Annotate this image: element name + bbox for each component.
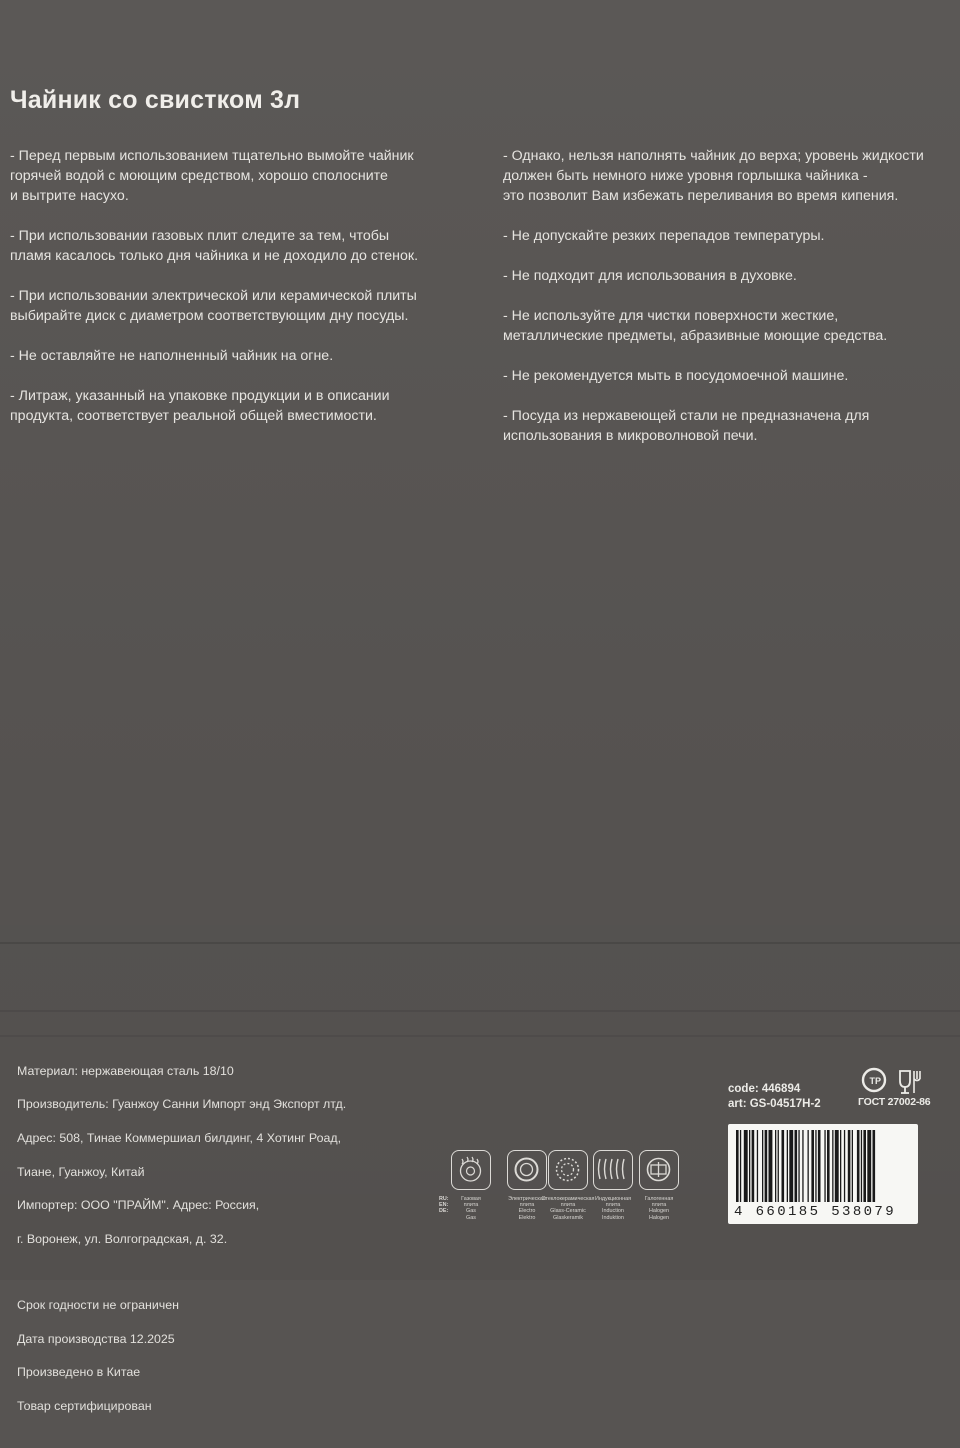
barcode [728,1124,918,1224]
instructions-right-column [503,146,953,466]
barcode-bar [775,1130,776,1202]
electric-stove-label: Электрическая плита Electro Elektro [508,1196,546,1221]
art-text: art: GS-04517H-2 [728,1098,821,1110]
instruction-paragraph: - Не используйте для чистки поверхности жесткие, металлические предметы, абразивные моющие средства. [503,308,888,344]
induction-label: Индукционная плита Induction Induktion [594,1196,632,1221]
barcode-bar [765,1130,768,1202]
halogen-label: Галогенная плита Halogen Halogen [644,1196,674,1221]
instruction-paragraph: - Не подходит для использования в духовке. [503,268,797,284]
food-safe-icon [900,1071,920,1093]
barcode-bar [798,1130,799,1202]
barcode-bar [749,1130,750,1202]
barcode-bar [744,1130,748,1202]
barcode-bar [782,1130,785,1202]
product-title: Чайник со свистком 3л [10,86,301,114]
origin-text: Произведено в Китае [17,1365,141,1380]
barcode-bar [852,1130,853,1202]
product-codes [728,1082,821,1112]
certified-text: Товар сертифицирован [17,1398,152,1413]
glass-ceramic-icon [548,1150,588,1190]
barcode-bar [757,1130,758,1202]
barcode-bar [769,1130,773,1202]
barcode-bar [752,1130,755,1202]
print-line [0,1010,960,1012]
barcode-bar [795,1130,798,1202]
instruction-paragraph: - Литраж, указанный на упаковке продукции и в описании продукта, соответствует реальной общей вместимости. [10,388,390,424]
print-line [0,1035,960,1037]
barcode-bar [740,1130,741,1202]
barcode-bar [815,1130,816,1202]
importer-text: Импортер: ООО "ПРАЙМ". Адрес: Россия, [17,1198,260,1213]
barcode-bars-icon [728,1124,918,1206]
barcode-bar [832,1130,833,1202]
gas-stove-icon [451,1150,491,1190]
production-date-text: Дата производства 12.2025 [17,1331,175,1346]
address-text: Тиане, Гуанжоу, Китай [17,1164,145,1179]
instruction-paragraph: - Не допускайте резких перепадов температуры. [503,228,825,244]
induction-icon [593,1150,633,1190]
instruction-paragraph: - Перед первым использованием тщательно вымойте чайник горячей водой с моющим средством, хорошо сполосните и вытрите насухо. [10,148,414,204]
material-text: Материал: нержавеющая сталь 18/10 [17,1063,234,1078]
code-text: code: 446894 [728,1083,801,1095]
instruction-paragraph: - Не рекомендуется мыть в посудомоечной машине. [503,368,849,384]
print-line [0,942,960,944]
product-info [17,1046,377,1448]
instructions-left-column [10,146,460,446]
barcode-bar [861,1130,862,1202]
barcode-bar [787,1130,788,1202]
language-codes: RU: EN: DE: [439,1196,449,1215]
barcode-bar [789,1130,793,1202]
electric-stove-icon [507,1150,547,1190]
instruction-paragraph: - Посуда из нержавеющей стали не предназначена для использования в микроволновой печи. [503,408,870,444]
barcode-digits: 4 660185 538079 [734,1204,897,1220]
barcode-bar [848,1130,851,1202]
manufacturer-text: Производитель: Гуанжоу Санни Импорт энд Экспорт лтд. [17,1097,347,1112]
glass-ceramic-label: Стеклокерамическая плита Glass-Ceramic Glaskeramik [541,1196,595,1221]
cert-mark-text: ТР [869,1076,882,1086]
instruction-paragraph: - Однако, нельзя наполнять чайник до верха; уровень жидкости должен быть немного ниже уровня горлышка чайника - это позволит Вам избежать переливания во время кипения. [503,148,924,204]
barcode-bar [844,1130,845,1202]
barcode-bar [857,1130,860,1202]
barcode-bar [827,1130,830,1202]
shelf-life-text: Срок годности не ограничен [17,1298,179,1313]
barcode-bar [863,1130,866,1202]
barcode-bar [873,1130,876,1202]
barcode-bar [811,1130,814,1202]
barcode-bar [867,1130,871,1202]
gost-text: ГОСТ 27002-86 [858,1096,931,1108]
barcode-bar [818,1130,821,1202]
ros-test-mark-icon [863,1069,885,1091]
address-text: Адрес: 508, Тинае Коммершиал билдинг, 4 Хотинг Роад, [17,1130,342,1145]
stove-compatibility-icons [436,1150,696,1230]
halogen-icon [639,1150,679,1190]
barcode-bar [778,1130,779,1202]
barcode-bar [835,1130,839,1202]
barcode-bar [802,1130,803,1202]
barcode-bar [762,1130,763,1202]
barcode-bar [736,1130,739,1202]
barcode-bar [808,1130,809,1202]
gas-stove-label: Газовая плита Gas Gas [461,1196,481,1221]
instruction-paragraph: - При использовании газовых плит следите за тем, чтобы пламя касалось только дня чайника и не доходило до стенок. [10,228,419,264]
instruction-paragraph: - При использовании электрической или керамической плиты выбирайте диск с диаметром соответствующим дну посуды. [10,288,417,324]
barcode-bar [824,1130,825,1202]
barcode-bar [840,1130,841,1202]
instruction-paragraph: - Не оставляйте не наполненный чайник на огне. [10,348,334,364]
importer-text: г. Воронеж, ул. Волгоградская, д. 32. [17,1231,228,1246]
